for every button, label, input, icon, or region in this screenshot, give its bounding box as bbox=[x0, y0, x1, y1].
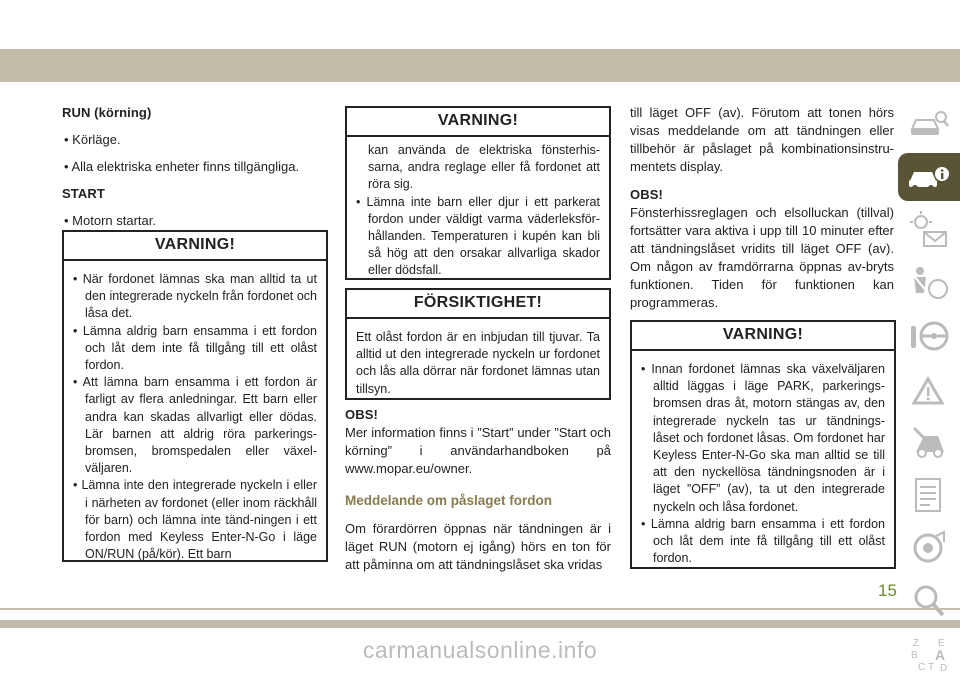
section-title: Meddelande om påslaget fordon bbox=[345, 493, 553, 508]
warning-continuation: kan använda de elektriska fönsterhis-sarna, andra reglage eller få fordonet att röra sig. bbox=[368, 143, 600, 192]
wrench-car-icon bbox=[908, 422, 950, 462]
column-3-text bbox=[630, 104, 894, 312]
index-search-icon bbox=[908, 581, 950, 621]
warning-bullet: • Lämna aldrig barn ensamma i ett fordon och låt dem inte få tillgång till ett olåst fordon. bbox=[641, 516, 885, 568]
caution-box bbox=[345, 288, 611, 400]
tab-multimedia[interactable] bbox=[898, 524, 960, 572]
tab-vehicle-info[interactable] bbox=[898, 153, 960, 201]
warning-bullet: • Lämna aldrig barn ensamma i ett fordon och låt dem inte få tillgång till ett olåst fordon. bbox=[73, 323, 317, 375]
caution-title: FÖRSIKTIGHET! bbox=[347, 290, 609, 319]
column-2-text bbox=[345, 406, 611, 574]
svg-text:Z: Z bbox=[913, 638, 920, 649]
warning-title: VARNING! bbox=[347, 108, 609, 137]
multimedia-icon bbox=[908, 528, 950, 568]
tab-starting-operating[interactable] bbox=[898, 312, 960, 360]
warning-title: VARNING! bbox=[632, 322, 894, 351]
obs-heading: OBS! bbox=[630, 187, 663, 202]
road-hazard-icon bbox=[908, 369, 950, 409]
warning-bullet: • Att lämna barn ensamma i ett fordon är farligt av flera anledningar. Ett barn eller andra kan skadas allvarligt eller dödas. Lär barnen att aldrig röra parkerings-bromsen, bromspedalen eller växel-väljaren. bbox=[73, 374, 317, 477]
run-bullet: • Körläge. bbox=[62, 131, 328, 149]
svg-text:D: D bbox=[940, 663, 948, 674]
svg-text:A: A bbox=[935, 647, 946, 663]
warning-bullet: • Innan fordonet lämnas ska växelväljaren alltid läggas i läge PARK, parkerings-bromsen dras åt, motorn stängas av, den integrerade nyckeln tas ur tändnings-låset och fordonet låsas. Om fordonet har Keyless Enter-N-Go ska man alltid se till att den nyckellösa tändningsnoden är i läget ”OFF” (av), ta ut den integrerade nyckeln och låsa fordonet. bbox=[641, 361, 885, 516]
seatbelt-airbag-icon bbox=[908, 263, 950, 303]
warning-box-1 bbox=[62, 230, 328, 562]
start-heading: START bbox=[62, 186, 105, 201]
section-text: Om förardörren öppnas när tändningen är i läget RUN (motorn ej igång) hörs en ton för att påminna om att tändningslåset ska vridas bbox=[345, 521, 611, 572]
tab-technical-specs[interactable] bbox=[898, 471, 960, 519]
page-number: 15 bbox=[878, 581, 897, 600]
warning-bullet: • Lämna inte den integrerade nyckeln i eller i närheten av fordonet (eller inom räckhåll för barn) och lämna inte tänd-ningen i ett fordon med Keyless Enter-N-Go i läge ON/RUN (på/kör). Ett barn bbox=[73, 477, 317, 563]
intro-text: till läget OFF (av). Förutom att tonen hörs visas meddelande om att tändningen eller tillbehör är påslaget på kombinationsinstru-mentets display. bbox=[630, 105, 894, 174]
run-bullet: • Alla elektriska enheter finns tillgängliga. bbox=[62, 158, 328, 176]
svg-text:T: T bbox=[928, 662, 935, 673]
tab-servicing[interactable] bbox=[898, 418, 960, 466]
car-search-icon bbox=[908, 107, 950, 141]
caution-text: Ett olåst fordon är en inbjudan till tjuvar. Ta alltid ut den integrerade nyckeln ur fordonet och lås alla dörrar när fordonet lämnas utan tillsyn. bbox=[356, 330, 600, 396]
warning-box-2 bbox=[345, 106, 611, 280]
bottom-divider bbox=[0, 608, 960, 610]
chapter-tabs bbox=[898, 100, 960, 683]
steering-wheel-icon bbox=[908, 316, 950, 356]
warning-bullet: • Lämna inte barn eller djur i ett parkerat fordon under väldigt varma väderleksför-hållanden. Temperaturen i kupén kan bli så hög att den orsakar allvarliga skador eller dödsfall. bbox=[356, 194, 600, 280]
tab-safety[interactable] bbox=[898, 259, 960, 307]
run-heading: RUN (körning) bbox=[62, 105, 152, 120]
warning-box-3 bbox=[630, 320, 896, 569]
specifications-checklist-icon bbox=[908, 475, 950, 515]
obs-text: Fönsterhissreglagen och elsolluckan (tillval) fortsätter vara aktiva i upp till 10 minuter efter att tändningslåset vridits till läget OFF (av). Om någon av framdörrarna öppnas av-bryts funktionen. Tiden för funktionen kan programmeras. bbox=[630, 205, 894, 310]
tab-warning-lights[interactable] bbox=[898, 206, 960, 254]
obs-heading: OBS! bbox=[345, 407, 378, 422]
tab-emergency[interactable] bbox=[898, 365, 960, 413]
column-1 bbox=[62, 104, 328, 230]
obs-text: Mer information finns i ”Start” under ”Start och körning” i användarhandboken på www.mopar.eu/owner. bbox=[345, 425, 611, 476]
svg-text:B: B bbox=[911, 650, 918, 661]
top-decorative-band bbox=[0, 49, 960, 82]
svg-text:C: C bbox=[918, 662, 926, 673]
bottom-decorative-band bbox=[0, 620, 960, 628]
tab-index[interactable] bbox=[898, 577, 960, 625]
svg-text:E: E bbox=[938, 638, 945, 649]
start-bullet: • Motorn startar. bbox=[62, 212, 328, 230]
warning-lights-icon bbox=[908, 210, 950, 250]
tab-vehicle-search[interactable] bbox=[898, 100, 960, 148]
warning-title: VARNING! bbox=[64, 232, 326, 261]
car-info-icon bbox=[907, 161, 951, 193]
watermark: carmanualsonline.info bbox=[362, 637, 598, 663]
warning-bullet: • När fordonet lämnas ska man alltid ta ut den integrerade nyckeln från fordonet och låsa det. bbox=[73, 271, 317, 323]
